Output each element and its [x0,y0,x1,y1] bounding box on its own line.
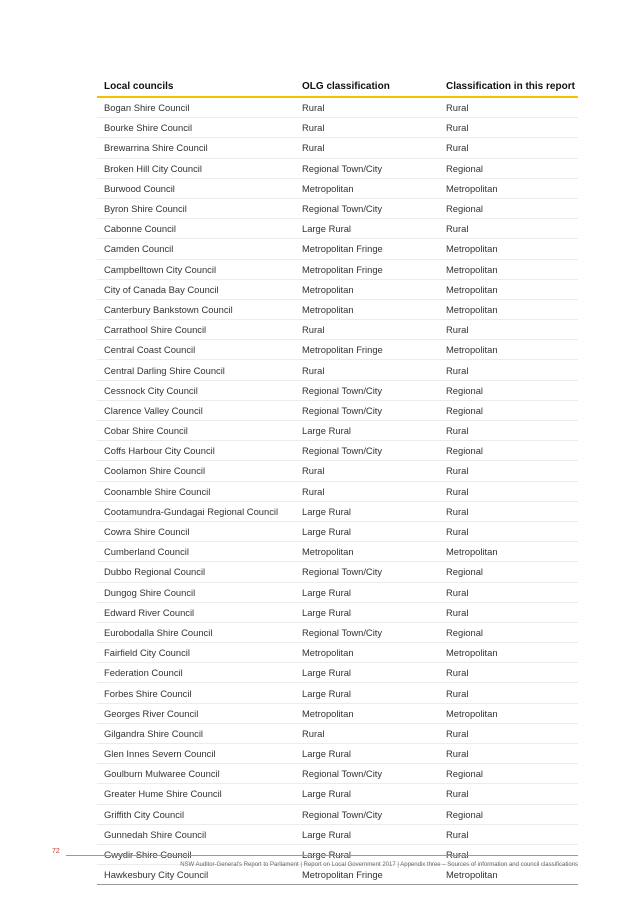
cell-olg-classification: Regional Town/City [295,158,439,178]
cell-report-classification: Regional [439,380,578,400]
cell-olg-classification: Regional Town/City [295,764,439,784]
cell-olg-classification: Regional Town/City [295,380,439,400]
table-row [97,158,578,178]
cell-olg-classification: Rural [295,138,439,158]
cell-council-name: Forbes Shire Council [97,683,295,703]
cell-council-name: Canterbury Bankstown Council [97,299,295,319]
cell-report-classification: Metropolitan [439,865,578,885]
council-classification-table [97,77,578,885]
cell-olg-classification: Large Rural [295,663,439,683]
table-row [97,804,578,824]
cell-report-classification: Metropolitan [439,643,578,663]
cell-council-name: Central Darling Shire Council [97,360,295,380]
cell-report-classification: Rural [439,138,578,158]
cell-report-classification: Regional [439,158,578,178]
table-row [97,582,578,602]
cell-council-name: Campbelltown City Council [97,259,295,279]
table-header-row [97,77,578,97]
cell-report-classification: Rural [439,744,578,764]
cell-olg-classification: Metropolitan [295,178,439,198]
cell-olg-classification: Metropolitan Fringe [295,239,439,259]
cell-council-name: City of Canada Bay Council [97,279,295,299]
cell-olg-classification: Rural [295,360,439,380]
cell-olg-classification: Large Rural [295,501,439,521]
cell-council-name: Cabonne Council [97,219,295,239]
cell-report-classification: Regional [439,764,578,784]
cell-report-classification: Metropolitan [439,542,578,562]
header-olg-classification: OLG classification [295,77,439,97]
cell-olg-classification: Large Rural [295,683,439,703]
cell-olg-classification: Large Rural [295,421,439,441]
cell-olg-classification: Metropolitan [295,703,439,723]
table-row [97,622,578,642]
cell-council-name: Burwood Council [97,178,295,198]
cell-council-name: Gwydir Shire Council [97,844,295,864]
cell-council-name: Central Coast Council [97,340,295,360]
cell-council-name: Dubbo Regional Council [97,562,295,582]
cell-olg-classification: Rural [295,97,439,118]
cell-report-classification: Rural [439,824,578,844]
cell-olg-classification: Rural [295,461,439,481]
cell-olg-classification: Regional Town/City [295,198,439,218]
table-row [97,643,578,663]
cell-council-name: Federation Council [97,663,295,683]
cell-olg-classification: Large Rural [295,521,439,541]
table-row [97,461,578,481]
cell-council-name: Cumberland Council [97,542,295,562]
cell-report-classification: Metropolitan [439,703,578,723]
cell-olg-classification: Rural [295,723,439,743]
table-row [97,279,578,299]
cell-olg-classification: Metropolitan [295,279,439,299]
cell-council-name: Coolamon Shire Council [97,461,295,481]
table-row [97,764,578,784]
cell-report-classification: Rural [439,118,578,138]
cell-council-name: Cessnock City Council [97,380,295,400]
table-row [97,562,578,582]
table-row [97,400,578,420]
table-row [97,97,578,118]
table-row [97,198,578,218]
cell-olg-classification: Metropolitan Fringe [295,865,439,885]
table-row [97,360,578,380]
table-header [97,77,578,97]
table-body [97,97,578,885]
cell-report-classification: Metropolitan [439,239,578,259]
table-row [97,481,578,501]
cell-olg-classification: Regional Town/City [295,400,439,420]
cell-council-name: Bourke Shire Council [97,118,295,138]
table-row [97,723,578,743]
table-row [97,299,578,319]
cell-report-classification: Regional [439,562,578,582]
cell-council-name: Georges River Council [97,703,295,723]
cell-olg-classification: Metropolitan [295,643,439,663]
cell-council-name: Edward River Council [97,602,295,622]
table-row [97,259,578,279]
cell-report-classification: Rural [439,97,578,118]
table-row [97,441,578,461]
cell-report-classification: Rural [439,501,578,521]
cell-olg-classification: Regional Town/City [295,441,439,461]
cell-report-classification: Rural [439,784,578,804]
cell-council-name: Carrathool Shire Council [97,320,295,340]
cell-report-classification: Rural [439,602,578,622]
table-row [97,380,578,400]
cell-council-name: Gunnedah Shire Council [97,824,295,844]
cell-council-name: Clarence Valley Council [97,400,295,420]
cell-council-name: Broken Hill City Council [97,158,295,178]
cell-olg-classification: Metropolitan [295,299,439,319]
cell-council-name: Glen Innes Severn Council [97,744,295,764]
table-row [97,744,578,764]
cell-olg-classification: Large Rural [295,219,439,239]
table-row [97,703,578,723]
table-row [97,683,578,703]
table-row [97,521,578,541]
page-number: 72 [52,848,60,855]
table-row [97,239,578,259]
cell-council-name: Dungog Shire Council [97,582,295,602]
cell-council-name: Cootamundra-Gundagai Regional Council [97,501,295,521]
cell-olg-classification: Metropolitan Fringe [295,340,439,360]
cell-council-name: Goulburn Mulwaree Council [97,764,295,784]
footer-text: NSW Auditor-General's Report to Parliament | Report on Local Government 2017 | Appendix three – Sources of information and council classifications [180,862,578,868]
cell-council-name: Griffith City Council [97,804,295,824]
table-row [97,421,578,441]
cell-report-classification: Rural [439,481,578,501]
cell-olg-classification: Rural [295,118,439,138]
cell-olg-classification: Large Rural [295,582,439,602]
cell-report-classification: Metropolitan [439,178,578,198]
table-row [97,663,578,683]
cell-report-classification: Rural [439,723,578,743]
cell-olg-classification: Large Rural [295,844,439,864]
cell-report-classification: Regional [439,198,578,218]
cell-council-name: Bogan Shire Council [97,97,295,118]
table-row [97,542,578,562]
council-classification-table-container [97,77,578,885]
cell-report-classification: Rural [439,461,578,481]
table-row [97,138,578,158]
table-row [97,501,578,521]
cell-report-classification: Regional [439,622,578,642]
cell-olg-classification: Rural [295,320,439,340]
cell-council-name: Camden Council [97,239,295,259]
table-row [97,602,578,622]
cell-council-name: Brewarrina Shire Council [97,138,295,158]
cell-report-classification: Rural [439,521,578,541]
table-row [97,178,578,198]
cell-olg-classification: Large Rural [295,744,439,764]
cell-report-classification: Metropolitan [439,340,578,360]
header-local-councils: Local councils [97,77,295,97]
cell-report-classification: Regional [439,400,578,420]
cell-council-name: Byron Shire Council [97,198,295,218]
cell-council-name: Coffs Harbour City Council [97,441,295,461]
cell-council-name: Hawkesbury City Council [97,865,295,885]
cell-council-name: Greater Hume Shire Council [97,784,295,804]
cell-report-classification: Rural [439,360,578,380]
cell-report-classification: Rural [439,219,578,239]
footer-divider [66,855,578,856]
cell-council-name: Cobar Shire Council [97,421,295,441]
cell-olg-classification: Regional Town/City [295,804,439,824]
cell-olg-classification: Large Rural [295,824,439,844]
cell-report-classification: Rural [439,663,578,683]
cell-olg-classification: Rural [295,481,439,501]
cell-olg-classification: Large Rural [295,602,439,622]
cell-olg-classification: Metropolitan Fringe [295,259,439,279]
cell-report-classification: Rural [439,421,578,441]
cell-olg-classification: Regional Town/City [295,562,439,582]
table-row [97,784,578,804]
cell-report-classification: Metropolitan [439,279,578,299]
cell-council-name: Fairfield City Council [97,643,295,663]
cell-report-classification: Rural [439,582,578,602]
cell-council-name: Eurobodalla Shire Council [97,622,295,642]
cell-report-classification: Regional [439,441,578,461]
table-row [97,340,578,360]
cell-report-classification: Metropolitan [439,259,578,279]
cell-council-name: Gilgandra Shire Council [97,723,295,743]
cell-council-name: Cowra Shire Council [97,521,295,541]
cell-report-classification: Rural [439,320,578,340]
table-row [97,219,578,239]
table-row [97,320,578,340]
table-row [97,118,578,138]
cell-council-name: Coonamble Shire Council [97,481,295,501]
header-classification-in-report: Classification in this report [439,77,578,97]
cell-olg-classification: Regional Town/City [295,622,439,642]
cell-report-classification: Rural [439,844,578,864]
cell-report-classification: Regional [439,804,578,824]
cell-report-classification: Metropolitan [439,299,578,319]
cell-olg-classification: Metropolitan [295,542,439,562]
cell-report-classification: Rural [439,683,578,703]
table-row [97,824,578,844]
cell-olg-classification: Large Rural [295,784,439,804]
